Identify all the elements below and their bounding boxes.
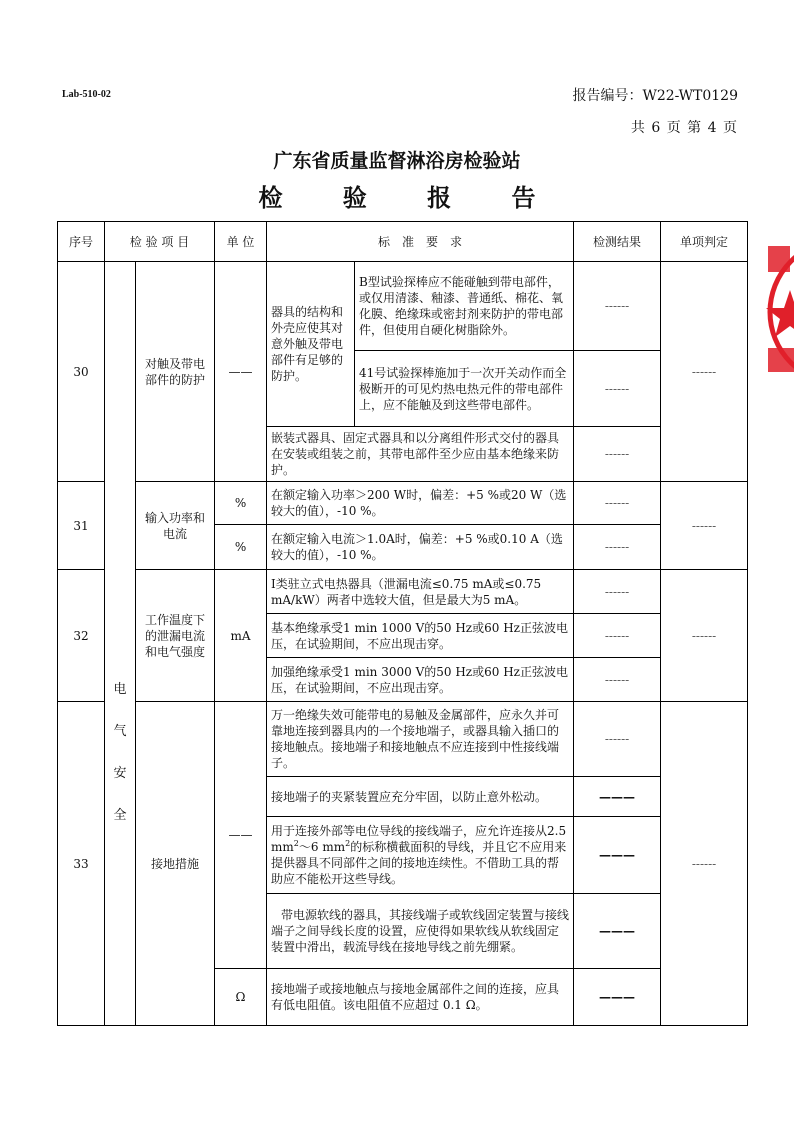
col-standard: 标 准 要 求 (267, 222, 574, 262)
requirement-32a: I类驻立式电热器具（泄漏电流≤0.75 mA或≤0.75 mA/kW）两者中选较大值，但是最大为5 mA。 (267, 570, 574, 614)
seq-31: 31 (58, 482, 105, 570)
item-31: 输入功率和电流 (136, 482, 215, 570)
result-30c: ------ (574, 427, 661, 482)
requirement-33d: 带电源软线的器具，其接线端子或软线固定装置与接线端子之间导线长度的设置，应使得如果软线从软线固定装置中滑出，载流导线在接地导线之前先绷紧。 (267, 894, 574, 969)
verdict-31: ------ (661, 482, 748, 570)
requirement-30a: B型试验探棒应不能碰触到带电部件，或仅用清漆、釉漆、普通纸、棉花、氧化膜、绝缘珠或密封剂来防护的带电部件，但使用自硬化树脂除外。 (355, 262, 574, 351)
item-33: 接地措施 (136, 702, 215, 1026)
result-31b: ------ (574, 525, 661, 570)
station-name: 广东省质量监督淋浴房检验站 (273, 150, 521, 172)
requirement-33c: 用于连接外部等电位导线的接线端子，应允许连接从2.5 $mm^2\sim 6$ $mm^2$的标称横截面积的导线，并且它不应用来提供器具不同部件之间的接地连续性。不借助工具的帮助应不能松开这些导线。 (267, 817, 574, 894)
unit-33: —— (215, 702, 267, 969)
requirement-31b: 在额定输入电流＞1.0A时，偏差：+5 %或0.10 A（选较大的值），-10 %。 (267, 525, 574, 570)
table-row (58, 570, 748, 614)
result-32b: ------ (574, 614, 661, 658)
table-row (58, 482, 748, 525)
requirement-30c: 嵌装式器具、固定式器具和以分离组件形式交付的器具在安装或组装之前，其带电部件至少应由基本绝缘来防护。 (267, 427, 574, 482)
table-header-row (58, 222, 748, 262)
inspection-table (57, 221, 748, 1026)
col-unit: 单 位 (215, 222, 267, 262)
requirement-31a: 在额定输入功率＞200 W时，偏差：+5 %或20 W（选较大的值），-10 %。 (267, 482, 574, 525)
verdict-32: ------ (661, 570, 748, 702)
condition-30: 器具的结构和外壳应使其对意外触及带电部件有足够的防护。 (267, 262, 355, 427)
unit-31b: % (215, 525, 267, 570)
unit-30: —— (215, 262, 267, 482)
requirement-33e: 接地端子或接地触点与接地金属部件之间的连接，应具有低电阻值。该电阻值不应超过 0.1 Ω。 (267, 969, 574, 1026)
col-seq: 序号 (58, 222, 105, 262)
unit-33e: Ω (215, 969, 267, 1026)
result-33e: ——— (574, 969, 661, 1026)
result-33b: ——— (574, 777, 661, 817)
result-30a: ------ (574, 262, 661, 351)
item-30: 对触及带电部件的防护 (136, 262, 215, 482)
document-code: Lab-510-02 (62, 89, 111, 100)
seq-30: 30 (58, 262, 105, 482)
requirement-32c: 加强绝缘承受1 min 3000 V的50 Hz或60 Hz正弦波电压，在试验期间，不应出现击穿。 (267, 658, 574, 702)
seq-32: 32 (58, 570, 105, 702)
result-33c: ——— (574, 817, 661, 894)
seq-33: 33 (58, 702, 105, 1026)
col-item: 检 验 项 目 (105, 222, 215, 262)
category-electrical-safety (105, 482, 136, 1026)
requirement-33a: 万一绝缘失效可能带电的易触及金属部件，应永久并可靠地连接到器具内的一个接地端子，或器具输入插口的接地触点。接地端子和接地触点不应连接到中性接线端子。 (267, 702, 574, 777)
page-info: 共 6 页 第 4 页 (630, 120, 738, 136)
result-33d: ——— (574, 894, 661, 969)
verdict-33: ------ (661, 702, 748, 1026)
report-title: 检 验 报 告 (258, 184, 562, 212)
requirement-32b: 基本绝缘承受1 min 1000 V的50 Hz或60 Hz正弦波电压，在试验期间，不应出现击穿。 (267, 614, 574, 658)
result-30b: ------ (574, 351, 661, 427)
category-char: 全 (113, 808, 127, 824)
category-char: 气 (113, 724, 127, 740)
category-char: 安 (113, 766, 127, 782)
col-verdict: 单项判定 (661, 222, 748, 262)
table-row (58, 702, 748, 777)
unit-32: mA (215, 570, 267, 702)
col-result: 检测结果 (574, 222, 661, 262)
verdict-30: ------ (661, 262, 748, 482)
result-32c: ------ (574, 658, 661, 702)
result-33a: ------ (574, 702, 661, 777)
result-31a: ------ (574, 482, 661, 525)
requirement-33b: 接地端子的夹紧装置应充分牢固，以防止意外松动。 (267, 777, 574, 817)
item-32: 工作温度下的泄漏电流和电气强度 (136, 570, 215, 702)
category-char: 电 (113, 682, 127, 698)
result-32a: ------ (574, 570, 661, 614)
report-number: 报告编号：W22-WT0129 (572, 88, 738, 104)
requirement-30b: 41号试验探棒施加于一次开关动作而全极断开的可见灼热电热元件的带电部件上，应不能触及到这些带电部件。 (355, 351, 574, 427)
table-row (58, 262, 748, 351)
unit-31a: % (215, 482, 267, 525)
category-cell-blank (105, 262, 136, 482)
red-seal-stamp (762, 232, 794, 392)
